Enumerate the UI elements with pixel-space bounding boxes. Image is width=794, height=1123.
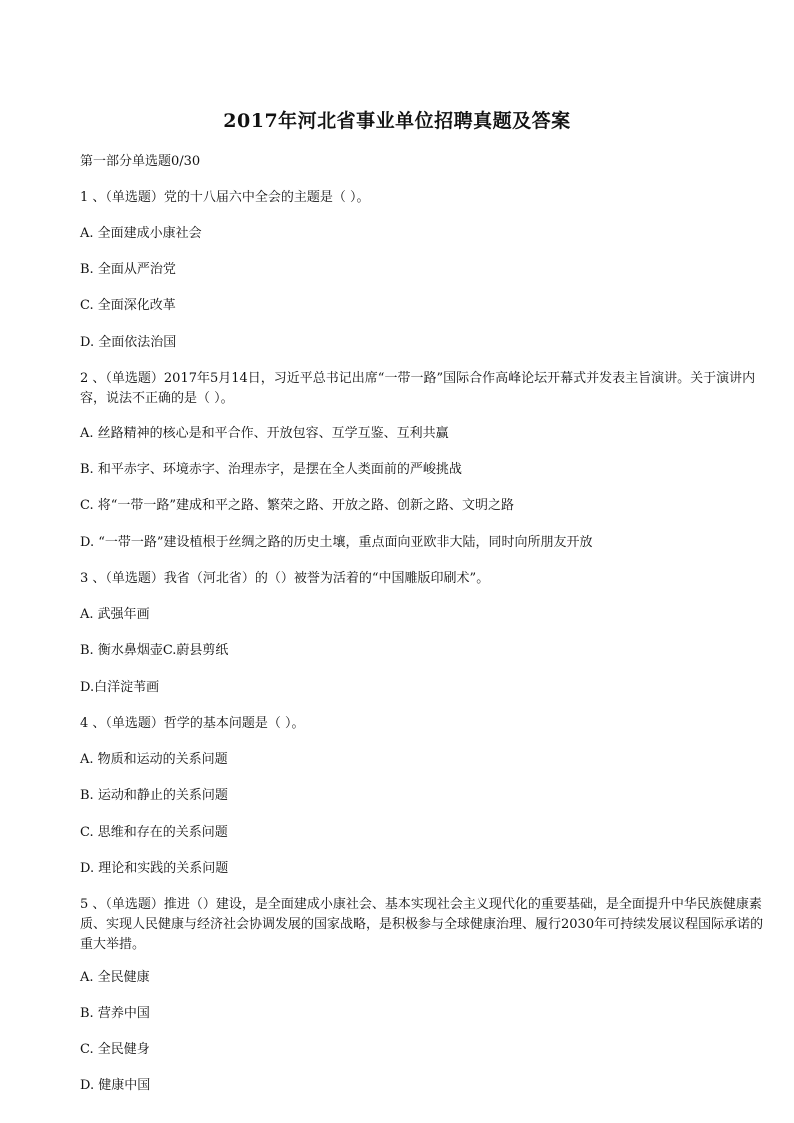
question-4-option-a: A. 物质和运动的关系问题: [80, 752, 228, 767]
document-title: 2017年河北省事业单位招聘真题及答案: [223, 110, 571, 132]
question-5-option-b: B. 营养中国: [80, 1006, 150, 1021]
question-5-stem: 5 、（单选题）推进（）建设，是全面建成小康社会、基本实现社会主义现代化的重要基础，是全面提升中华民族健康素质、实现人民健康与经济社会协调发展的国家战略，是积极参与全球健康治理、履行2030年可持续发展议程国际承诺的重大举措。: [80, 897, 764, 952]
question-4-option-d: D. 理论和实践的关系问题: [80, 861, 229, 876]
section-heading: 第一部分单选题0/30: [80, 154, 201, 169]
question-1-option-b: B. 全面从严治党: [80, 262, 176, 277]
question-2-option-d: D. “一带一路”建设植根于丝绸之路的历史土壤，重点面向亚欧非大陆，同时向所朋友开放: [80, 535, 593, 550]
question-2-stem: 2 、（单选题）2017年5月14日，习近平总书记出席“一带一路”国际合作高峰论坛开幕式并发表主旨演讲。关于演讲内容，说法不正确的是（ ）。: [80, 371, 756, 406]
question-1-option-a: A. 全面建成小康社会: [80, 226, 202, 241]
question-1-option-d: D. 全面依法治国: [80, 335, 177, 350]
question-2-option-a: A. 丝路精神的核心是和平合作、开放包容、互学互鉴、互利共赢: [80, 426, 449, 441]
question-5-option-a: A. 全民健康: [80, 970, 150, 985]
question-1-option-c: C. 全面深化改革: [80, 298, 176, 313]
question-5-option-c: C. 全民健身: [80, 1042, 150, 1057]
question-3-option-a: A. 武强年画: [80, 607, 150, 622]
question-4-stem: 4 、（单选题）哲学的基本问题是（ ）。: [80, 716, 305, 731]
question-1-stem: 1 、（单选题）党的十八届六中全会的主题是（ ）。: [80, 190, 370, 205]
question-2-option-c: C. 将“一带一路”建成和平之路、繁荣之路、开放之路、创新之路、文明之路: [80, 498, 515, 513]
question-4-option-b: B. 运动和静止的关系问题: [80, 788, 228, 803]
question-4-option-c: C. 思维和存在的关系问题: [80, 825, 228, 840]
question-3-option-b: B. 衡水鼻烟壶C.蔚县剪纸: [80, 643, 229, 658]
question-3-option-d: D.白洋淀苇画: [80, 680, 160, 695]
question-2-option-b: B. 和平赤字、环境赤字、治理赤字，是摆在全人类面前的严峻挑战: [80, 462, 462, 477]
question-3-stem: 3 、（单选题）我省（河北省）的（）被誉为活着的“中国雕版印刷术”。: [80, 571, 490, 586]
question-5-option-d: D. 健康中国: [80, 1078, 151, 1093]
